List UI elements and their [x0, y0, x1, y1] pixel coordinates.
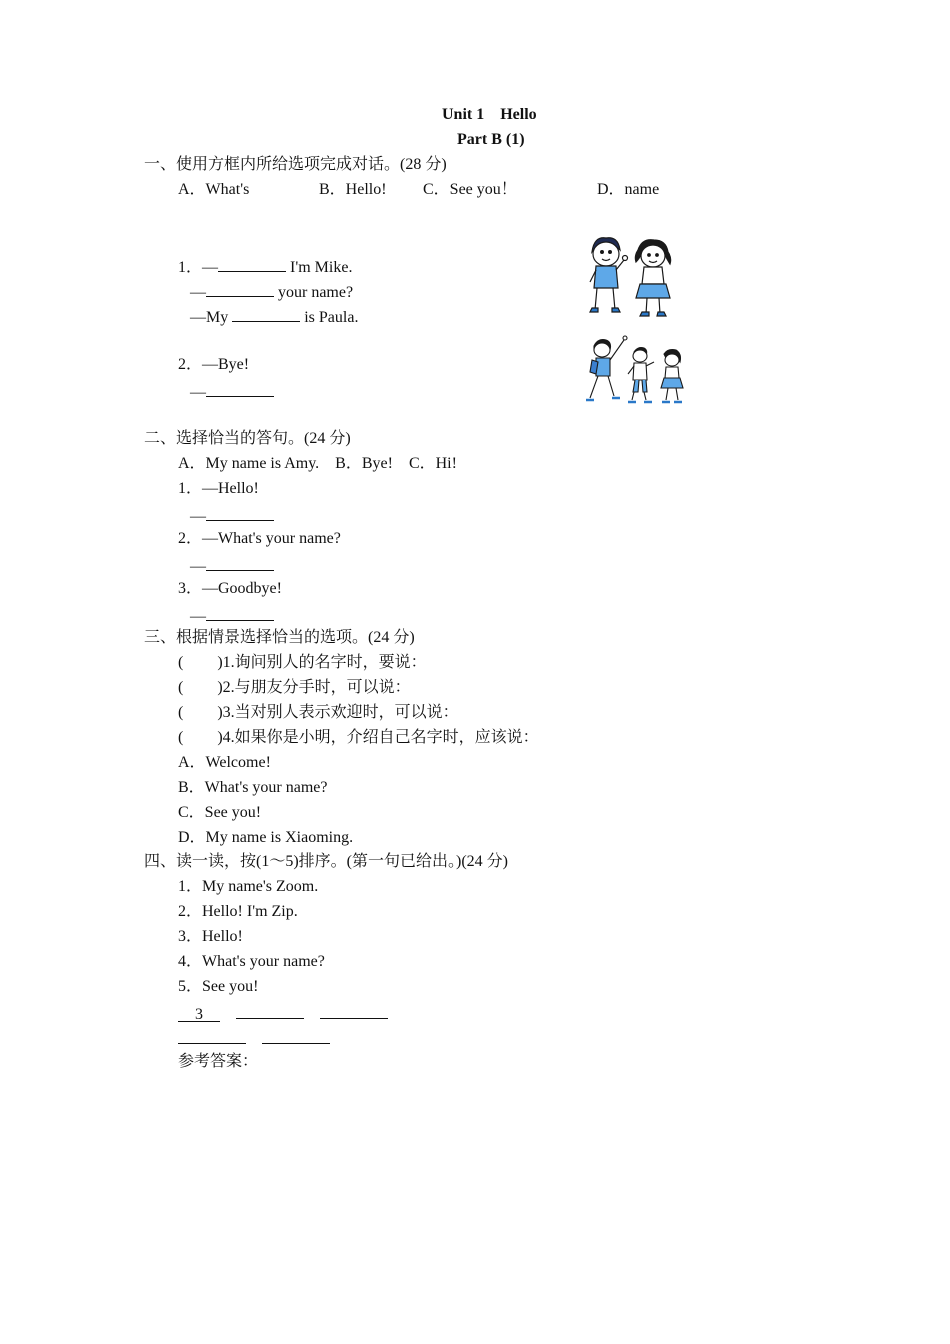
section1-heading: 一、使用方框内所给选项完成对话。(28 分) — [144, 156, 447, 173]
children-waving-goodbye-illustration — [584, 334, 688, 408]
s2-q2: 2．—What's your name? — [178, 530, 341, 547]
s4-item-2: 2．Hello! I'm Zip. — [178, 903, 298, 920]
answer-blank[interactable] — [218, 255, 286, 272]
s4-item-4: 4．What's your name? — [178, 953, 325, 970]
page-subtitle: Part B (1) — [457, 131, 525, 148]
s3-item-1[interactable]: ( )1.询问别人的名字时，要说： — [178, 654, 427, 671]
s1-q2-line2: — — [190, 380, 274, 403]
s1-q1-line2: — your name? — [190, 280, 353, 303]
section4-heading: 四、读一读，按(1～5)排序。(第一句已给出。)(24 分) — [144, 853, 508, 870]
section1-option-b: B．Hello! — [319, 181, 387, 198]
section1-option-a: A．What's — [178, 181, 250, 198]
section1-option-d: D．name — [597, 181, 660, 198]
s4-item-3: 3．Hello! — [178, 928, 243, 945]
boy-girl-greeting-illustration — [584, 234, 680, 324]
order-blank[interactable] — [262, 1027, 330, 1044]
page-title: Unit 1 Hello — [442, 106, 537, 123]
section3-heading: 三、根据情景选择恰当的选项。(24 分) — [144, 629, 415, 646]
s3-option-b: B．What's your name? — [178, 779, 328, 796]
s2-a3: — — [190, 604, 274, 627]
s2-q1: 1．—Hello! — [178, 480, 259, 497]
answer-blank[interactable] — [206, 554, 274, 571]
order-blank-given: 3 — [178, 1005, 220, 1022]
answer-blank[interactable] — [206, 380, 274, 397]
s3-option-d: D．My name is Xiaoming. — [178, 829, 354, 846]
answer-blank[interactable] — [206, 280, 274, 297]
s4-item-5: 5．See you! — [178, 978, 259, 995]
order-blank[interactable] — [178, 1027, 246, 1044]
s4-order-row-2 — [178, 1027, 330, 1050]
s3-option-a: A．Welcome! — [178, 754, 271, 771]
s1-q1-line1: 1．— I'm Mike. — [178, 255, 352, 278]
section2-heading: 二、选择恰当的答句。(24 分) — [144, 430, 351, 447]
section1-option-c: C．See you！ — [423, 181, 517, 198]
s1-q1-line3: —My is Paula. — [190, 305, 358, 328]
answer-blank[interactable] — [206, 504, 274, 521]
answer-blank[interactable] — [232, 305, 300, 322]
answer-key-label: 参考答案： — [178, 1053, 259, 1070]
s2-a1: — — [190, 504, 274, 527]
order-blank[interactable] — [236, 1002, 304, 1019]
s3-item-3[interactable]: ( )3.当对别人表示欢迎时，可以说： — [178, 704, 459, 721]
s3-item-2[interactable]: ( )2.与朋友分手时，可以说： — [178, 679, 411, 696]
s1-q2-line1: 2．—Bye! — [178, 356, 250, 373]
s4-item-1: 1．My name's Zoom. — [178, 878, 319, 895]
s4-order-row-1 — [178, 1002, 388, 1025]
s2-q3: 3．—Goodbye! — [178, 580, 282, 597]
section2-options: A．My name is Amy. B．Bye! C．Hi! — [178, 455, 457, 472]
s3-option-c: C．See you! — [178, 804, 262, 821]
order-blank[interactable] — [320, 1002, 388, 1019]
s3-item-4[interactable]: ( )4.如果你是小明，介绍自己名字时，应该说： — [178, 729, 539, 746]
answer-blank[interactable] — [206, 604, 274, 621]
s2-a2: — — [190, 554, 274, 577]
